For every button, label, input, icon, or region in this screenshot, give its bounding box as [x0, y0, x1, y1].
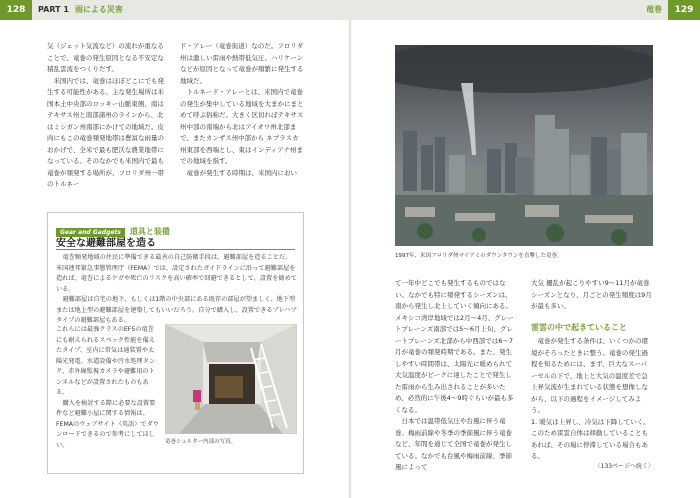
left-column	[47, 41, 168, 191]
paragraph: て一年中どこでも発生するものではない。なかでも特に頻発するシーズンは、南から発生し北上していく傾向にある。メキシコ湾岸地域では2月〜4月、グレートプレーンズ南部では5〜6月上旬、グレートプレーンズ北部から中西部では6〜7月が竜巻の頻発時期である。また、発生しやすい時間帯は、太陽光に暖められて大気温度がピークに達したことで発生した雷雨から生み出されることが多いため、必然的に午後4〜9時ぐらいが最も多くなる。	[395, 279, 514, 414]
tornado-photo-caption: 1997年、米国フロリダ州マイアミのダウンタウンを直撃した竜巻。	[395, 253, 563, 259]
right-column-2	[531, 278, 653, 313]
left-page-number: 128	[0, 0, 32, 20]
paragraph: 米国内では、竜巻はほぼどこにでも発生する可能性がある。主な発生場所は米国本土中央部のロッキー山脈東側、南はテキサス州と南部諸州のラインから、北はミシガン州南部にかけての地域だ。皮肉にもこの竜巻頻発地帯は豊富な雨量のおかげで、全米で最も肥沃な農業地帯になっている。そのなかでも米国内で最も竜巻が頻発する場所が、フロリダ州一帯のトルネー	[47, 76, 164, 188]
paragraph: 日本では温帯低気圧や台風に伴う竜巻、梅雨前線や冬季の季節風に伴う竜巻など、年間を通じて全国で竜巻が発生している。なかでも台風や梅雨前線、季節風によって	[395, 417, 512, 471]
divider	[56, 249, 295, 250]
shelter-photo	[165, 324, 297, 434]
gear-tag: Gear and Gadgets	[56, 228, 125, 237]
paragraph: 竜巻頻発地域の住民に準備できる最善の自己防衛手段は、避難部屋を造ることだ。米国連邦緊急事態管理庁（FEMA）では、設定されたガイドラインに沿って避難部屋を造れば、竜巻によるケガや死亡のリスクを高い確率で回避できるとして、設置を勧めている。	[56, 254, 297, 293]
chapter-label: 雨による災害	[74, 5, 123, 14]
paragraph: 購入を検討する際に必要な設置要件など避難小屋に関する情報は、FEMAのウェブサイト（英語）でダウンロードできるので参考にしてほしい。	[56, 399, 159, 449]
gear-tag-japanese: 道具と装備	[129, 227, 170, 236]
gear-box-text	[56, 253, 297, 327]
miami-tornado-image	[395, 45, 653, 246]
gear-and-gadgets-box	[47, 212, 304, 474]
paragraph: 気（ジェット気流など）の流れが重なることで、竜巻の発生原因となる不安定な積乱雲流をつくりだす。	[47, 42, 164, 73]
right-column-2-body	[531, 336, 653, 463]
paragraph: これらには最強クラスのEF5の竜巻にも耐えられるスペック性能を備えたタイプ、室内に常気は通装置や太陽光発電、水道設備や汚水処理タンク、赤外線監視カメラや避難用のトンネルなどが設置されたものもある。	[56, 326, 155, 396]
tornado-photo	[395, 45, 653, 246]
paragraph: トルネード・アレーとは、米国内で竜巻の発生が集中している地域を大まかにまとめて呼ぶ俗称だ。大きく区切ればテキサス州中部の南端から北はアイオワ州北部まで、またカンザス州中部から ネブラスカ州東部を西端とし、東はインディアナ州までの地域を指す。	[180, 88, 304, 165]
paragraph: 竜巻が発生する条件は、いくつかの環境がそろったときに整う。竜巻の発生過程を知るためには、まず、巨大なスーパーセルの下で、地上と大気の温度差で急上昇気流が生まれている状態を想像しながら、以下の過程をイメージしてみよう。	[531, 337, 648, 414]
paragraph: 1. 暖気は上昇し、冷気は下降していく。このため雷雲自体は移動していることもあれば、その場に停滞している場合もある。	[531, 417, 650, 460]
book-spine	[348, 20, 352, 498]
right-page-number: 129	[668, 0, 700, 20]
part-label	[38, 0, 123, 20]
right-column-1	[395, 278, 517, 474]
part-number: PART 1	[38, 5, 69, 14]
shelter-photo-caption: 竜巻シェルター内部の写真。	[165, 439, 237, 445]
paragraph: 大気 擾乱が起こりやすい9〜11月が竜巻シーズンとなり、月ごとの発生頻度は9月が最も多い。	[531, 279, 652, 310]
paragraph: ド・アレー（竜巻街道）なのだ。フロリダ州は激しい雷雨や熱帯低気圧、ハリケーンなどが原因となって竜巻が頻繁に発生する地域だ。	[180, 42, 304, 85]
paragraph: 避難部屋は自宅の地下、もしくは1階の中央部にある既存の部屋が望ましく、地下型または地上型の避難部屋を建築してもいいだろう。自分で購入し、設置できるプレハブタイプの避難部屋もある。	[56, 296, 297, 324]
middle-column	[180, 41, 304, 179]
gear-box-title: 安全な避難部屋を造る	[56, 238, 156, 249]
shelter-interior-image	[165, 324, 297, 434]
section-subheading: 雷雲の中で起きていること	[531, 323, 627, 332]
gear-box-text-narrow	[56, 325, 160, 451]
section-label: 竜巻	[646, 5, 662, 14]
paragraph: 竜巻が発生する時期は、米国内におい	[186, 168, 297, 177]
continued-note: 〈133ページへ続く〉	[594, 463, 654, 470]
